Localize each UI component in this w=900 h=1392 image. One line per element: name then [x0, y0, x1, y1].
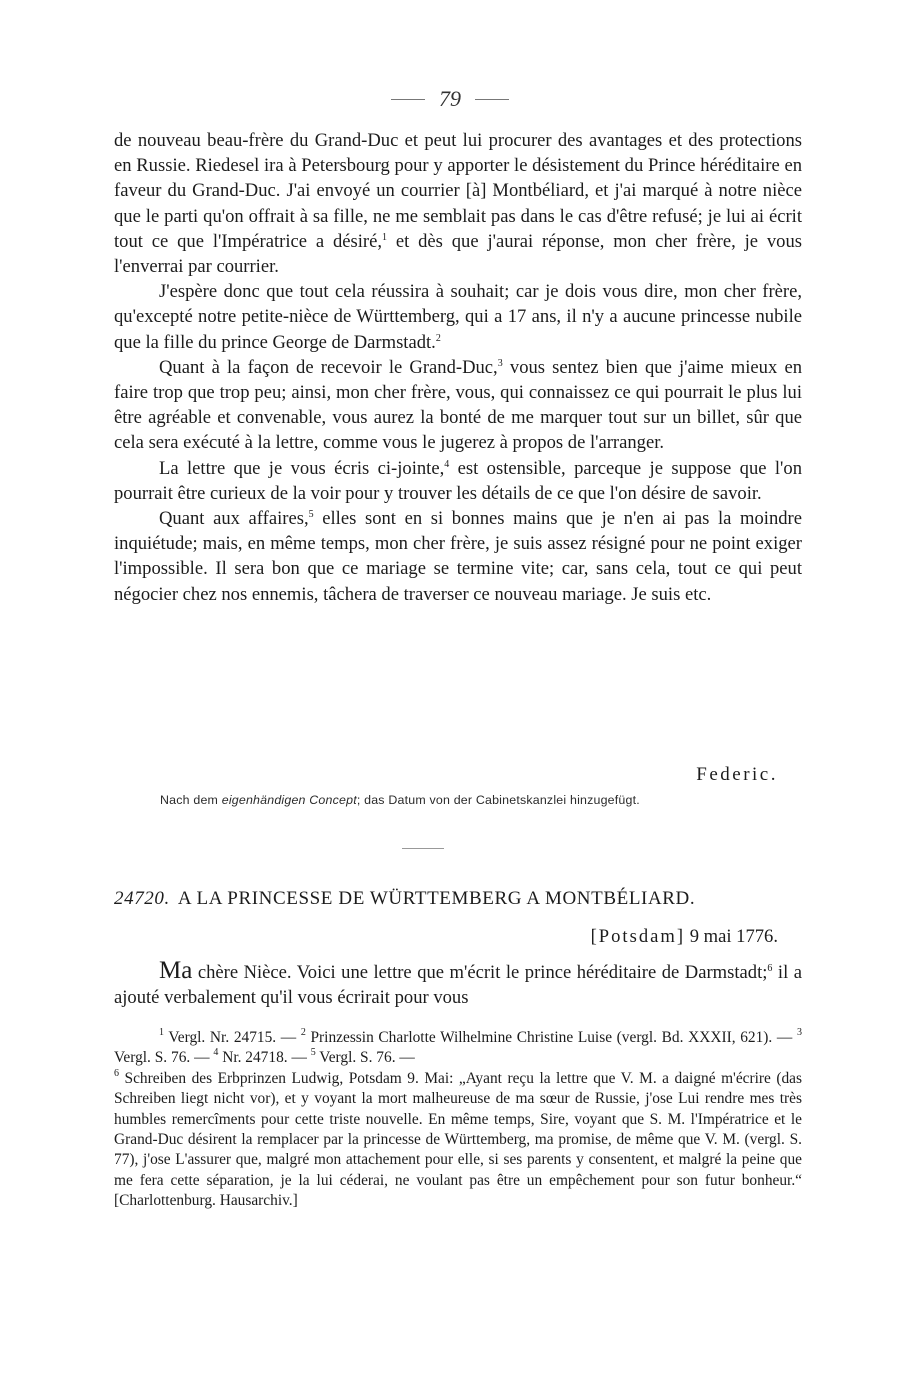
footnote-line: $^6$ Schreiben des Erbprinzen Ludwig, Potsdam 9. Mai: „Ayant reçu la lettre que V. M. a daigné m'écrire (das Schreiben liegt nicht vor), et y voyant la mort malheureuse de ma sœur de Russie, j'ose Lui rendre mes très humbles remercîments pour cette triste nouvelle. En même temps, Sire, voyant que S. M. l'Impératrice et le Grand-Duc désirent la remplacer par la princesse de Württemberg, ma promise, de même que V. M. (vergl. S. 77), j'ose L'assurer que, malgré mon attachement pour elle, si ses parents y consentent, et malgré la peine que me fera cette séparation, je la lui céderai, ne voulant pas être un empêchement pour son futur bonheur.“ [Charlottenburg. Hausarchiv.]	[114, 1067, 802, 1210]
letter-date: 9 mai 1776.	[689, 926, 778, 947]
footnote-ref: 5	[308, 509, 314, 521]
dateline	[591, 926, 778, 948]
letter2-body	[114, 958, 802, 1010]
header-rule-left	[391, 99, 425, 100]
footnotes	[114, 1028, 802, 1212]
footnote-line: $^1$ Vergl. Nr. 24715. — $^2$ Prinzessin Charlotte Wilhelmine Christine Luise (vergl. Bd. XXXII, 621). — $^3$ Vergl. S. 76. — $^4$ Nr. 24718. — $^5$ Vergl. S. 76. —	[114, 1027, 802, 1067]
body-paragraph: La lettre que je vous écris ci-jointe,$^4$ est ostensible, parceque je suppose que l'on pourrait être curieux de la voir pour y trouver les détails de ce que l'on désire de savoir.	[114, 457, 802, 504]
footnote-ref: 1	[382, 231, 387, 243]
body-paragraph: Ma chère Nièce. Voici une lettre que m'écrit le prince héréditaire de Darmstadt;$^6$ il a ajouté verbalement qu'il vous écrirait pour vous	[114, 957, 802, 1009]
initial: Ma	[159, 957, 193, 984]
letter-body	[114, 128, 802, 607]
source-note: Nach dem eigenhändigen Concept; das Datum von der Cabinetskanzlei hinzugefügt.	[160, 793, 640, 807]
footnote-ref: 3	[497, 357, 503, 369]
footnote-ref: 6	[767, 963, 773, 974]
section-divider	[402, 848, 444, 849]
letter-number: 24720.	[114, 888, 170, 909]
body-paragraph: Quant à la façon de recevoir le Grand-Duc,$^3$ vous sentez bien que j'aime mieux en faire trop que trop peu; ainsi, mon cher frère, vous, qui connaissez ce qui pourrait le plus lui être agréable et convenable, vous aurez la bonté de me marquer tout sur un billet, sûr que cela sera exécuté à la lettre, comme vous le jugerez à propos de l'arranger.	[114, 356, 802, 454]
body-paragraph: J'espère donc que tout cela réussira à souhait; car je dois vous dire, mon cher frère, qu'excepté notre petite-nièce de Württemberg, qui a 17 ans, il n'y a aucune princesse nubile que la fille du prince George de Darmstadt.$^2$	[114, 281, 802, 353]
letter-place: [Potsdam]	[590, 926, 686, 947]
page-header	[0, 86, 900, 112]
header-rule-right	[475, 99, 509, 100]
letter-heading	[114, 888, 814, 910]
footnote-ref: 2	[435, 332, 441, 344]
letter-title: A LA PRINCESSE DE WÜRTTEMBERG A MONTBÉLIARD.	[177, 888, 696, 909]
footnote-ref: 4	[444, 458, 450, 470]
page-number: 79	[439, 86, 461, 111]
signature: Federic.	[696, 764, 778, 785]
body-paragraph: de nouveau beau-frère du Grand-Duc et peut lui procurer des avantages et des protections en Russie. Riedesel ira à Petersbourg pour y apporter le désistement du Prince héréditaire en faveur du Grand-Duc. J'ai envoyé un courrier [à] Montbéliard, et j'ai marqué à notre nièce que le parti qu'on offrait à sa fille, ne me semblait pas dans le cas d'être refusé; je lui ai écrit tout ce que l'Impératrice a désiré,$^1$ et dès que j'aurai réponse, mon cher frère, je vous l'enverrai par courrier.	[114, 130, 802, 278]
body-paragraph: Quant aux affaires,$^5$ elles sont en si bonnes mains que je n'en ai pas la moindre inquiétude; mais, en même temps, mon cher frère, je suis assez résigné pour ne point exiger l'impossible. Il sera bon que ce mariage se termine vite; car, sans cela, tout ce qui peut négocier chez nos ennemis, tâchera de traverser ce nouveau mariage. Je suis etc.	[114, 508, 802, 605]
